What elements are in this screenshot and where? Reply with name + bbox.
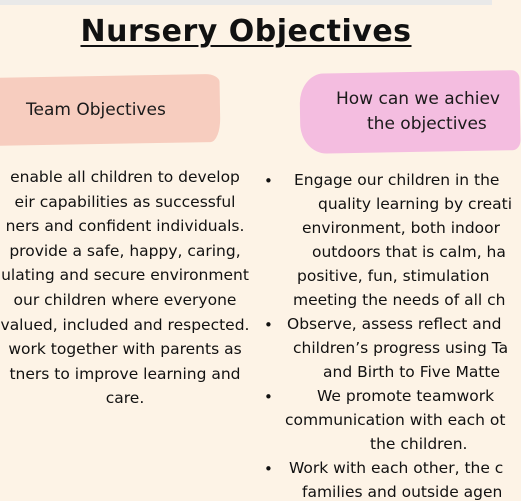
achieve-heading-line-1: How can we achiev: [336, 89, 500, 109]
bullet-marker: •: [264, 388, 273, 406]
right-line: outdoors that is calm, ha: [312, 243, 506, 261]
left-line: tners to improve learning and: [9, 364, 241, 383]
bullet-marker: •: [264, 316, 273, 334]
right-line: positive, fun, stimulation: [297, 267, 490, 285]
left-line: ulating and secure environment: [1, 266, 249, 285]
left-line: our children where everyone: [13, 290, 237, 309]
right-line: families and outside agen: [302, 483, 503, 501]
page-title: Nursery Objectives: [80, 14, 412, 49]
right-line: quality learning by creati: [318, 195, 513, 213]
right-line: communication with each ot: [285, 411, 506, 429]
achieve-heading-line-2: the objectives: [367, 114, 487, 134]
right-line: children’s progress using Ta: [293, 339, 509, 357]
right-line: Observe, assess reflect and: [287, 315, 502, 333]
right-line: environment, both indoor: [302, 219, 501, 237]
left-line: eir capabilities as successful: [14, 192, 236, 211]
left-line: valued, included and respected.: [0, 315, 250, 334]
right-line: We promote teamwork: [317, 387, 495, 405]
right-line: Engage our children in the: [294, 171, 500, 189]
right-line: meeting the needs of all ch: [293, 291, 506, 309]
bullet-marker: •: [264, 460, 273, 478]
team-objectives-heading: Team Objectives: [26, 100, 166, 120]
right-line: the children.: [370, 435, 468, 453]
left-line: enable all children to develop: [10, 168, 240, 186]
bullet-marker: •: [264, 172, 273, 190]
right-line: and Birth to Five Matte: [323, 363, 501, 381]
left-line: work together with parents as: [8, 340, 242, 359]
left-line: provide a safe, happy, caring,: [9, 241, 241, 260]
left-line: care.: [105, 389, 145, 408]
left-line: ners and confident individuals.: [5, 217, 245, 236]
right-line: Work with each other, the c: [289, 459, 504, 477]
